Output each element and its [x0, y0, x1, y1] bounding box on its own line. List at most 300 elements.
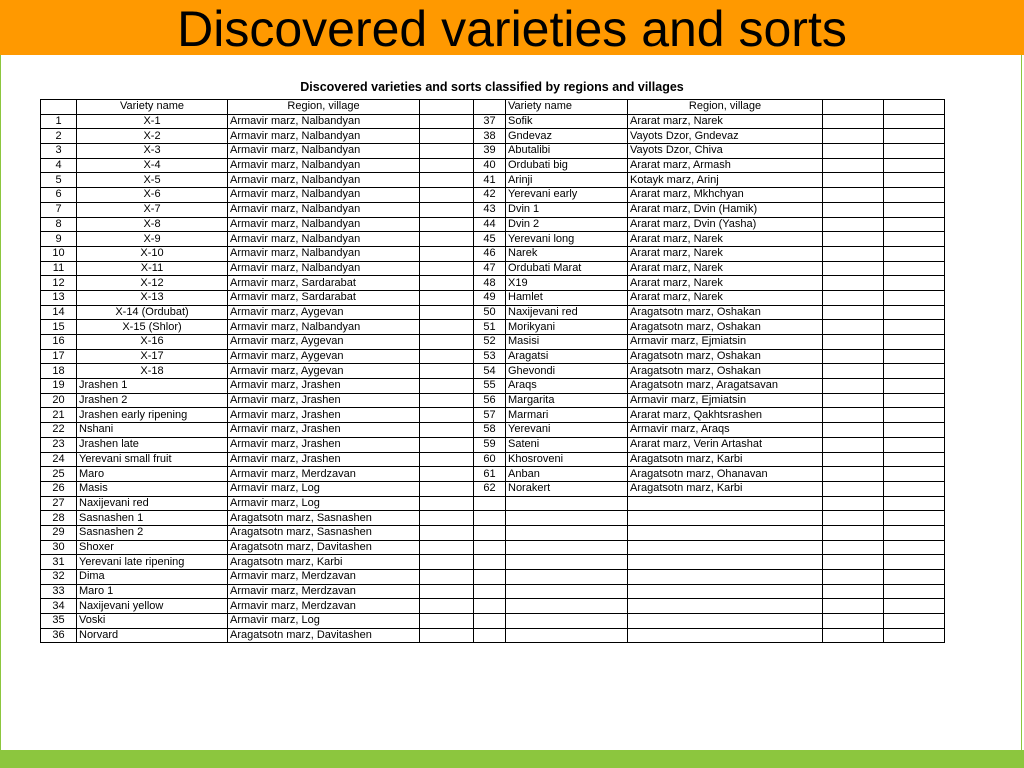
empty-cell: [884, 290, 945, 305]
right-variety-cell: Abutalibi: [506, 144, 628, 159]
left-variety-cell: X-18: [77, 364, 228, 379]
left-number-cell: 1: [41, 114, 77, 129]
left-variety-cell: Sasnashen 2: [77, 525, 228, 540]
empty-cell: [823, 437, 884, 452]
empty-cell: [823, 335, 884, 350]
empty-cell: [420, 628, 474, 643]
left-region-cell: Armavir marz, Log: [228, 496, 420, 511]
left-region-cell: Armavir marz, Merdzavan: [228, 599, 420, 614]
right-number-cell: [474, 584, 506, 599]
table-row: [41, 628, 945, 643]
left-variety-cell: Naxijevani yellow: [77, 599, 228, 614]
left-variety-cell: X-1: [77, 114, 228, 129]
empty-cell: [884, 188, 945, 203]
header-empty-cell: [884, 100, 945, 115]
left-number-cell: 27: [41, 496, 77, 511]
right-number-cell: [474, 525, 506, 540]
right-region-cell: [628, 628, 823, 643]
table-row: [41, 217, 945, 232]
left-region-cell: Armavir marz, Sardarabat: [228, 276, 420, 291]
left-region-cell: Armavir marz, Nalbandyan: [228, 232, 420, 247]
left-variety-cell: X-6: [77, 188, 228, 203]
right-region-cell: Ararat marz, Dvin (Yasha): [628, 217, 823, 232]
right-variety-cell: Norakert: [506, 481, 628, 496]
table-row: [41, 408, 945, 423]
empty-cell: [823, 232, 884, 247]
left-region-cell: Armavir marz, Log: [228, 481, 420, 496]
left-number-cell: 15: [41, 320, 77, 335]
right-region-cell: Ararat marz, Qakhtsrashen: [628, 408, 823, 423]
empty-cell: [420, 364, 474, 379]
left-number-cell: 29: [41, 525, 77, 540]
empty-cell: [884, 276, 945, 291]
left-variety-cell: X-10: [77, 246, 228, 261]
left-variety-cell: X-17: [77, 349, 228, 364]
right-variety-cell: Khosroveni: [506, 452, 628, 467]
empty-cell: [884, 202, 945, 217]
right-number-cell: [474, 511, 506, 526]
empty-cell: [420, 437, 474, 452]
left-region-cell: Armavir marz, Merdzavan: [228, 467, 420, 482]
empty-cell: [823, 276, 884, 291]
table-header-row: [41, 100, 945, 115]
right-number-cell: 38: [474, 129, 506, 144]
header-empty-cell: [41, 100, 77, 115]
empty-cell: [823, 364, 884, 379]
empty-cell: [823, 379, 884, 394]
left-variety-cell: X-14 (Ordubat): [77, 305, 228, 320]
empty-cell: [823, 467, 884, 482]
empty-cell: [420, 261, 474, 276]
empty-cell: [420, 540, 474, 555]
empty-cell: [884, 570, 945, 585]
left-variety-cell: Yerevani small fruit: [77, 452, 228, 467]
left-variety-cell: Voski: [77, 614, 228, 629]
empty-cell: [884, 452, 945, 467]
empty-cell: [884, 555, 945, 570]
empty-cell: [823, 246, 884, 261]
empty-cell: [823, 408, 884, 423]
right-region-cell: Aragatsotn marz, Karbi: [628, 452, 823, 467]
right-variety-cell: Ordubati Marat: [506, 261, 628, 276]
left-region-cell: Armavir marz, Sardarabat: [228, 290, 420, 305]
right-region-cell: Armavir marz, Ejmiatsin: [628, 393, 823, 408]
left-region-cell: Armavir marz, Nalbandyan: [228, 173, 420, 188]
left-region-cell: Armavir marz, Nalbandyan: [228, 261, 420, 276]
empty-cell: [823, 584, 884, 599]
empty-cell: [884, 437, 945, 452]
left-region-cell: Armavir marz, Jrashen: [228, 452, 420, 467]
empty-cell: [884, 511, 945, 526]
empty-cell: [884, 467, 945, 482]
right-region-cell: Aragatsotn marz, Oshakan: [628, 364, 823, 379]
right-variety-cell: [506, 511, 628, 526]
right-number-cell: 61: [474, 467, 506, 482]
left-variety-cell: X-8: [77, 217, 228, 232]
right-variety-cell: Dvin 1: [506, 202, 628, 217]
right-number-cell: 40: [474, 158, 506, 173]
empty-cell: [823, 570, 884, 585]
left-number-cell: 14: [41, 305, 77, 320]
table-row: [41, 379, 945, 394]
empty-cell: [420, 408, 474, 423]
empty-cell: [420, 423, 474, 438]
left-number-cell: 4: [41, 158, 77, 173]
right-region-cell: Aragatsotn marz, Ohanavan: [628, 467, 823, 482]
empty-cell: [823, 349, 884, 364]
left-region-cell: Armavir marz, Nalbandyan: [228, 246, 420, 261]
right-region-cell: Kotayk marz, Arinj: [628, 173, 823, 188]
left-region-cell: Armavir marz, Log: [228, 614, 420, 629]
right-variety-cell: Morikyani: [506, 320, 628, 335]
empty-cell: [884, 599, 945, 614]
empty-cell: [884, 320, 945, 335]
left-number-cell: 3: [41, 144, 77, 159]
empty-cell: [884, 423, 945, 438]
empty-cell: [420, 481, 474, 496]
right-region-cell: Ararat marz, Armash: [628, 158, 823, 173]
right-region-cell: Ararat marz, Dvin (Hamik): [628, 202, 823, 217]
left-number-cell: 6: [41, 188, 77, 203]
right-region-cell: [628, 511, 823, 526]
right-region-cell: Aragatsotn marz, Oshakan: [628, 305, 823, 320]
empty-cell: [420, 320, 474, 335]
right-number-cell: 41: [474, 173, 506, 188]
right-variety-cell: Anban: [506, 467, 628, 482]
right-region-cell: Vayots Dzor, Gndevaz: [628, 129, 823, 144]
left-number-cell: 26: [41, 481, 77, 496]
table-row: [41, 320, 945, 335]
table-row: [41, 202, 945, 217]
left-variety-cell: Sasnashen 1: [77, 511, 228, 526]
empty-cell: [420, 188, 474, 203]
right-region-cell: Ararat marz, Mkhchyan: [628, 188, 823, 203]
right-variety-cell: [506, 540, 628, 555]
right-variety-cell: Dvin 2: [506, 217, 628, 232]
left-number-cell: 9: [41, 232, 77, 247]
table-row: [41, 335, 945, 350]
left-variety-cell: Norvard: [77, 628, 228, 643]
left-variety-cell: Jrashen late: [77, 437, 228, 452]
right-region-cell: [628, 614, 823, 629]
right-variety-cell: [506, 599, 628, 614]
table-row: [41, 481, 945, 496]
right-region-cell: Ararat marz, Narek: [628, 290, 823, 305]
right-variety-cell: [506, 570, 628, 585]
empty-cell: [884, 481, 945, 496]
table-row: [41, 496, 945, 511]
empty-cell: [823, 393, 884, 408]
right-variety-cell: X19: [506, 276, 628, 291]
left-region-cell: Armavir marz, Nalbandyan: [228, 202, 420, 217]
empty-cell: [823, 217, 884, 232]
left-variety-cell: X-12: [77, 276, 228, 291]
right-variety-cell: Arinji: [506, 173, 628, 188]
right-number-cell: [474, 614, 506, 629]
empty-cell: [884, 261, 945, 276]
header-region-village-left: Region, village: [228, 100, 420, 115]
left-number-cell: 8: [41, 217, 77, 232]
empty-cell: [420, 496, 474, 511]
right-region-cell: Ararat marz, Verin Artashat: [628, 437, 823, 452]
empty-cell: [420, 379, 474, 394]
right-region-cell: [628, 525, 823, 540]
empty-cell: [823, 540, 884, 555]
left-number-cell: 32: [41, 570, 77, 585]
table-row: [41, 276, 945, 291]
empty-cell: [420, 584, 474, 599]
table-row: [41, 158, 945, 173]
right-region-cell: [628, 496, 823, 511]
right-region-cell: Aragatsotn marz, Karbi: [628, 481, 823, 496]
empty-cell: [823, 261, 884, 276]
empty-cell: [884, 393, 945, 408]
table-row: [41, 261, 945, 276]
right-region-cell: Ararat marz, Narek: [628, 261, 823, 276]
left-variety-cell: Jrashen 2: [77, 393, 228, 408]
table-row: [41, 364, 945, 379]
right-region-cell: [628, 540, 823, 555]
empty-cell: [884, 158, 945, 173]
empty-cell: [823, 158, 884, 173]
right-number-cell: 51: [474, 320, 506, 335]
right-number-cell: [474, 555, 506, 570]
right-number-cell: 44: [474, 217, 506, 232]
left-region-cell: Armavir marz, Jrashen: [228, 437, 420, 452]
empty-cell: [823, 144, 884, 159]
table-row: [41, 584, 945, 599]
empty-cell: [884, 305, 945, 320]
empty-cell: [420, 393, 474, 408]
left-region-cell: Aragatsotn marz, Sasnashen: [228, 511, 420, 526]
right-number-cell: [474, 599, 506, 614]
table-row: [41, 173, 945, 188]
left-variety-cell: Maro 1: [77, 584, 228, 599]
table-row: [41, 599, 945, 614]
empty-cell: [420, 114, 474, 129]
empty-cell: [420, 202, 474, 217]
empty-cell: [420, 173, 474, 188]
table-row: [41, 246, 945, 261]
table-row: [41, 540, 945, 555]
right-number-cell: 59: [474, 437, 506, 452]
table-row: [41, 349, 945, 364]
empty-cell: [420, 158, 474, 173]
table-row: [41, 525, 945, 540]
left-region-cell: Armavir marz, Nalbandyan: [228, 320, 420, 335]
left-variety-cell: Dima: [77, 570, 228, 585]
left-region-cell: Aragatsotn marz, Davitashen: [228, 628, 420, 643]
right-number-cell: 52: [474, 335, 506, 350]
empty-cell: [420, 217, 474, 232]
right-number-cell: 42: [474, 188, 506, 203]
right-region-cell: Armavir marz, Ejmiatsin: [628, 335, 823, 350]
empty-cell: [420, 335, 474, 350]
left-variety-cell: X-7: [77, 202, 228, 217]
empty-cell: [420, 511, 474, 526]
right-variety-cell: Yerevani: [506, 423, 628, 438]
table-row: [41, 114, 945, 129]
table-row: [41, 614, 945, 629]
right-number-cell: [474, 496, 506, 511]
empty-cell: [420, 599, 474, 614]
left-variety-cell: Naxijevani red: [77, 496, 228, 511]
right-region-cell: Aragatsotn marz, Aragatsavan: [628, 379, 823, 394]
right-variety-cell: Sofik: [506, 114, 628, 129]
right-region-cell: Aragatsotn marz, Oshakan: [628, 349, 823, 364]
right-variety-cell: Masisi: [506, 335, 628, 350]
left-region-cell: Armavir marz, Jrashen: [228, 423, 420, 438]
left-region-cell: Armavir marz, Jrashen: [228, 379, 420, 394]
right-number-cell: 48: [474, 276, 506, 291]
right-region-cell: [628, 584, 823, 599]
right-variety-cell: [506, 628, 628, 643]
left-region-cell: Aragatsotn marz, Karbi: [228, 555, 420, 570]
table-row: [41, 188, 945, 203]
table-row: [41, 437, 945, 452]
left-region-cell: Armavir marz, Aygevan: [228, 349, 420, 364]
empty-cell: [884, 628, 945, 643]
left-region-cell: Armavir marz, Nalbandyan: [228, 188, 420, 203]
left-region-cell: Armavir marz, Aygevan: [228, 305, 420, 320]
empty-cell: [823, 555, 884, 570]
left-variety-cell: Nshani: [77, 423, 228, 438]
left-number-cell: 24: [41, 452, 77, 467]
table-title: Discovered varieties and sorts classified by regions and villages: [300, 80, 684, 94]
empty-cell: [884, 540, 945, 555]
empty-cell: [884, 232, 945, 247]
left-number-cell: 30: [41, 540, 77, 555]
right-region-cell: Aragatsotn marz, Oshakan: [628, 320, 823, 335]
table-row: [41, 305, 945, 320]
table-row: [41, 511, 945, 526]
header-region-village-right: Region, village: [628, 100, 823, 115]
left-number-cell: 35: [41, 614, 77, 629]
right-region-cell: Ararat marz, Narek: [628, 246, 823, 261]
left-variety-cell: X-9: [77, 232, 228, 247]
left-number-cell: 17: [41, 349, 77, 364]
right-number-cell: 37: [474, 114, 506, 129]
varieties-table: [40, 99, 945, 643]
empty-cell: [420, 129, 474, 144]
left-region-cell: Armavir marz, Aygevan: [228, 364, 420, 379]
left-variety-cell: X-15 (Shlor): [77, 320, 228, 335]
left-number-cell: 10: [41, 246, 77, 261]
left-number-cell: 22: [41, 423, 77, 438]
empty-cell: [823, 511, 884, 526]
footer-bar: [0, 750, 1024, 768]
left-region-cell: Armavir marz, Jrashen: [228, 393, 420, 408]
left-region-cell: Armavir marz, Jrashen: [228, 408, 420, 423]
right-variety-cell: Yerevani long: [506, 232, 628, 247]
right-number-cell: 50: [474, 305, 506, 320]
right-number-cell: 58: [474, 423, 506, 438]
right-number-cell: 56: [474, 393, 506, 408]
right-variety-cell: Marmari: [506, 408, 628, 423]
empty-cell: [823, 452, 884, 467]
left-number-cell: 25: [41, 467, 77, 482]
header-empty-cell: [823, 100, 884, 115]
empty-cell: [884, 525, 945, 540]
right-number-cell: [474, 628, 506, 643]
left-variety-cell: Shoxer: [77, 540, 228, 555]
left-number-cell: 21: [41, 408, 77, 423]
empty-cell: [884, 408, 945, 423]
left-region-cell: Aragatsotn marz, Davitashen: [228, 540, 420, 555]
left-number-cell: 7: [41, 202, 77, 217]
empty-cell: [823, 525, 884, 540]
left-number-cell: 23: [41, 437, 77, 452]
left-number-cell: 31: [41, 555, 77, 570]
empty-cell: [823, 614, 884, 629]
table-row: [41, 129, 945, 144]
right-number-cell: 47: [474, 261, 506, 276]
empty-cell: [823, 114, 884, 129]
table-row: [41, 555, 945, 570]
left-region-cell: Armavir marz, Nalbandyan: [228, 217, 420, 232]
left-region-cell: Armavir marz, Merdzavan: [228, 570, 420, 585]
empty-cell: [884, 335, 945, 350]
right-number-cell: [474, 540, 506, 555]
right-variety-cell: Hamlet: [506, 290, 628, 305]
left-region-cell: Armavir marz, Aygevan: [228, 335, 420, 350]
empty-cell: [823, 290, 884, 305]
right-region-cell: Ararat marz, Narek: [628, 232, 823, 247]
table-row: [41, 570, 945, 585]
empty-cell: [884, 349, 945, 364]
slide-title: Discovered varieties and sorts: [177, 1, 847, 57]
empty-cell: [420, 452, 474, 467]
right-variety-cell: Ghevondi: [506, 364, 628, 379]
left-region-cell: Armavir marz, Merdzavan: [228, 584, 420, 599]
right-variety-cell: Yerevani early: [506, 188, 628, 203]
left-number-cell: 13: [41, 290, 77, 305]
right-number-cell: 55: [474, 379, 506, 394]
right-variety-cell: Ordubati big: [506, 158, 628, 173]
right-region-cell: [628, 599, 823, 614]
empty-cell: [884, 217, 945, 232]
empty-cell: [884, 496, 945, 511]
left-number-cell: 16: [41, 335, 77, 350]
left-number-cell: 34: [41, 599, 77, 614]
empty-cell: [884, 114, 945, 129]
left-number-cell: 5: [41, 173, 77, 188]
right-number-cell: 49: [474, 290, 506, 305]
left-variety-cell: X-16: [77, 335, 228, 350]
empty-cell: [420, 525, 474, 540]
table-row: [41, 423, 945, 438]
right-variety-cell: Naxijevani red: [506, 305, 628, 320]
empty-cell: [420, 144, 474, 159]
empty-cell: [823, 423, 884, 438]
right-region-cell: Ararat marz, Narek: [628, 114, 823, 129]
left-number-cell: 19: [41, 379, 77, 394]
empty-cell: [420, 467, 474, 482]
right-variety-cell: Aragatsi: [506, 349, 628, 364]
header-variety-name-right: Variety name: [506, 100, 628, 115]
right-variety-cell: [506, 584, 628, 599]
empty-cell: [823, 481, 884, 496]
right-region-cell: [628, 555, 823, 570]
empty-cell: [823, 599, 884, 614]
left-region-cell: Armavir marz, Nalbandyan: [228, 158, 420, 173]
right-number-cell: 39: [474, 144, 506, 159]
right-variety-cell: [506, 496, 628, 511]
left-variety-cell: Maro: [77, 467, 228, 482]
empty-cell: [884, 379, 945, 394]
empty-cell: [823, 173, 884, 188]
left-variety-cell: Yerevani late ripening: [77, 555, 228, 570]
